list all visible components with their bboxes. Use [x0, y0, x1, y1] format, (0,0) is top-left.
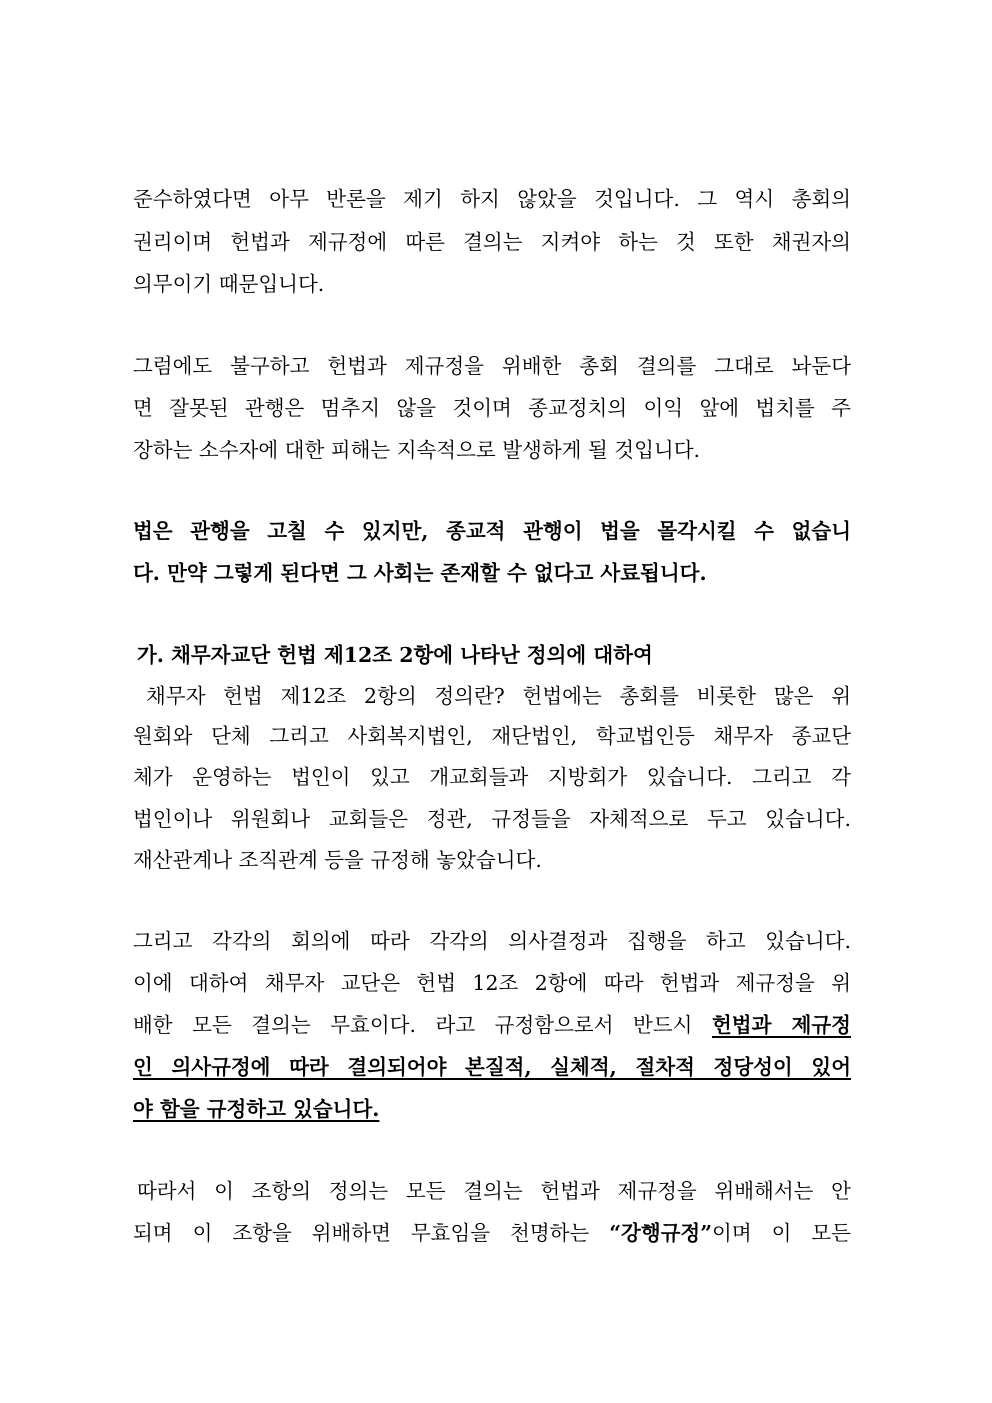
- paragraph-5-line-3: [133, 1011, 851, 1039]
- paragraph-3-line-1: 법은 관행을 고칠 수 있지만, 종교적 관행이 법을 몰각시킬 수 없습니: [133, 519, 851, 543]
- paragraph-4-line-2: 원회와 단체 그리고 사회복지법인, 재단법인, 학교법인등 채무자 종교단: [133, 724, 851, 748]
- paragraph-6-line-1: 따라서 이 조항의 정의는 모든 결의는 헌법과 제규정을 위배해서는 안: [137, 1179, 851, 1203]
- paragraph-4-line-5: 재산관계나 조직관계 등을 규정해 놓았습니다.: [133, 848, 542, 872]
- paragraph-4-line-1: 채무자 헌법 제12조 2항의 정의란? 헌법에는 총회를 비롯한 많은 위: [146, 684, 851, 708]
- paragraph-6-line-2-text-pre: 되며 이 조항을 위배하면 무효임을 천명하는: [133, 1221, 590, 1245]
- paragraph-5-line-1: 그리고 각각의 회의에 따라 각각의 의사결정과 집행을 하고 있습니다.: [133, 929, 851, 953]
- paragraph-1-line-3: 의무이기 때문입니다.: [133, 272, 325, 296]
- paragraph-6-line-2: [133, 1219, 851, 1247]
- paragraph-6-line-2-emphasis: “강행규정”: [609, 1221, 713, 1245]
- paragraph-6-line-2-text-post: 이며 이 모든: [712, 1221, 851, 1245]
- paragraph-4-line-3: 체가 운영하는 법인이 있고 개교회들과 지방회가 있습니다. 그리고 각: [133, 765, 851, 789]
- paragraph-5-line-5: 야 함을 규정하고 있습니다.: [133, 1097, 380, 1121]
- paragraph-5-line-3-emphasis: 헌법과 제규정: [712, 1013, 851, 1037]
- section-heading: 가. 채무자교단 헌법 제12조 2항에 나타난 정의에 대하여: [137, 643, 653, 667]
- paragraph-1-line-2: 권리이며 헌법과 제규정에 따른 결의는 지켜야 하는 것 또한 채권자의: [133, 230, 851, 254]
- paragraph-5-line-3-text: 배한 모든 결의는 무효이다. 라고 규정함으로서 반드시: [133, 1013, 693, 1037]
- paragraph-2-line-3: 장하는 소수자에 대한 피해는 지속적으로 발생하게 될 것입니다.: [133, 438, 701, 462]
- paragraph-5-line-4: 인 의사규정에 따라 결의되어야 본질적, 실체적, 절차적 정당성이 있어: [133, 1055, 851, 1079]
- paragraph-2-line-2: 면 잘못된 관행은 멈추지 않을 것이며 종교정치의 이익 앞에 법치를 주: [133, 396, 851, 420]
- paragraph-4-line-4: 법인이나 위원회나 교회들은 정관, 규정들을 자체적으로 두고 있습니다.: [133, 807, 851, 831]
- paragraph-1-line-1: 준수하였다면 아무 반론을 제기 하지 않았을 것입니다. 그 역시 총회의: [133, 187, 851, 211]
- paragraph-2-line-1: 그럼에도 불구하고 헌법과 제규정을 위배한 총회 결의를 그대로 놔둔다: [133, 354, 851, 378]
- paragraph-3-line-2: 다. 만약 그렇게 된다면 그 사회는 존재할 수 없다고 사료됩니다.: [133, 561, 707, 585]
- paragraph-5-line-2: 이에 대하여 채무자 교단은 헌법 12조 2항에 따라 헌법과 제규정을 위: [133, 971, 851, 995]
